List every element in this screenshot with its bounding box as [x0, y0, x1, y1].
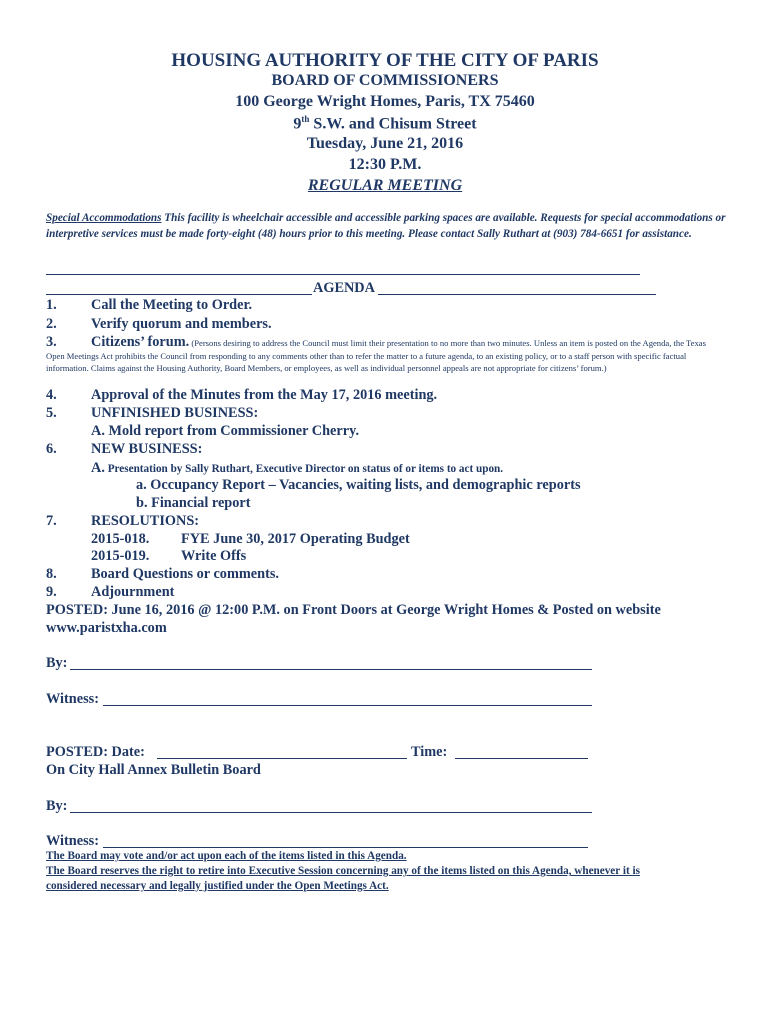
resolution-text: FYE June 30, 2017 Operating Budget [181, 531, 410, 547]
address: 100 George Wright Homes, Paris, TX 75460 [235, 93, 535, 110]
witness-signature-line[interactable] [103, 847, 588, 848]
agenda-rule-right [378, 294, 656, 295]
divider-rule [46, 274, 640, 275]
item-number: 8. [46, 566, 57, 582]
agenda-item: Approval of the Minutes from the May 17, 2016 meeting. [91, 387, 438, 403]
time-line[interactable] [455, 758, 588, 759]
time-label: Time: [411, 744, 448, 760]
item-number: 5. [46, 405, 57, 421]
meeting-type: REGULAR MEETING [307, 177, 463, 194]
citizens-forum-note [46, 336, 726, 375]
agenda-item: Board Questions or comments. [91, 566, 279, 582]
item-number: 6. [46, 441, 57, 457]
unfinished-sub-a: A. Mold report from Commissioner Cherry. [91, 423, 360, 439]
footer-executive-session: The Board reserves the right to retire into Executive Session concerning any of the items listed on this Agenda, whenever it is [46, 865, 640, 877]
agenda-item: Citizens’ forum. [91, 334, 190, 350]
footer-open-meetings: considered necessary and legally justified under the Open Meetings Act. [46, 880, 389, 892]
meeting-time: 12:30 P.M. [348, 156, 422, 173]
item-number: 9. [46, 584, 57, 600]
footer-vote-notice: The Board may vote and/or act upon each of the items listed in this Agenda. [46, 850, 407, 862]
agenda-item: RESOLUTIONS: [91, 513, 200, 529]
agenda-rule-left [46, 294, 312, 295]
citizens-note-rest: the Agenda, the Texas Open Meetings Act prohibits the Council from responding to any comments other than to refer the matter to a future agenda, to an existing policy, or to a staff person with specific factual information. Claims against the Housing Authority, Board Members, or employees, as well as individual personnel appeals are not appropriate for citizens’ forum.) [46, 338, 706, 373]
sub-text: Presentation by Sally Ruthart, Executive Director on status of or items to act upon. [104, 463, 504, 475]
resolution-text: Write Offs [181, 548, 247, 564]
witness-label: Witness: [46, 691, 99, 707]
agenda-item: Verify quorum and members. [91, 316, 272, 332]
street-number: 9 [293, 115, 302, 133]
street-name: S.W. and Chisum Street [309, 115, 477, 133]
item-number: 4. [46, 387, 57, 403]
by-label: By: [46, 655, 68, 671]
new-business-sub-a [91, 459, 503, 477]
posted-notice: POSTED: June 16, 2016 @ 12:00 P.M. on Front Doors at George Wright Homes & Posted on website [46, 602, 661, 618]
by-label: By: [46, 798, 68, 814]
posted-date-label: POSTED: Date: [46, 744, 145, 760]
witness-label: Witness: [46, 833, 99, 849]
by-signature-line[interactable] [70, 812, 592, 813]
meeting-date: Tuesday, June 21, 2016 [306, 135, 464, 152]
resolution-number: 2015-018. [91, 531, 150, 547]
bulletin-board: On City Hall Annex Bulletin Board [46, 762, 261, 778]
special-label: Special Accommodations [46, 212, 162, 224]
citizens-note-inline: (Persons desiring to address the Council must limit their presentation to no more than two minutes. Unless an item is posted on [191, 338, 629, 348]
agenda-item: NEW BUSINESS: [91, 441, 203, 457]
agenda-item: Adjournment [91, 584, 175, 600]
special-accommodations [46, 211, 726, 242]
agenda-item: Call the Meeting to Order. [91, 297, 253, 313]
board-name: BOARD OF COMMISSIONERS [271, 72, 499, 89]
street-suffix: th [301, 114, 310, 124]
resolution-number: 2015-019. [91, 548, 150, 564]
agenda-item: UNFINISHED BUSINESS: [91, 405, 259, 421]
occupancy-report: a. Occupancy Report – Vacancies, waiting lists, and demographic reports [136, 477, 581, 493]
by-signature-line[interactable] [70, 669, 592, 670]
website: www.paristxha.com [46, 620, 167, 636]
page-title: HOUSING AUTHORITY OF THE CITY OF PARIS [171, 50, 599, 71]
street [0, 114, 770, 133]
agenda-heading: AGENDA [313, 280, 375, 296]
sub-letter: A. [91, 460, 105, 476]
item-number: 2. [46, 316, 57, 332]
special-text: This facility is wheelchair accessible and accessible parking spaces are available. Requests for special accommodations or interpretive services must be made forty-eight (48) hours prior to this meeting. Please contact Sally Ruthart at (903) 784-6651 for assistance. [46, 212, 726, 240]
item-number: 3. [46, 334, 57, 350]
financial-report: b. Financial report [136, 495, 251, 511]
item-number: 1. [46, 297, 57, 313]
witness-signature-line[interactable] [103, 705, 592, 706]
item-number: 7. [46, 513, 57, 529]
posted-date-line[interactable] [157, 758, 407, 759]
